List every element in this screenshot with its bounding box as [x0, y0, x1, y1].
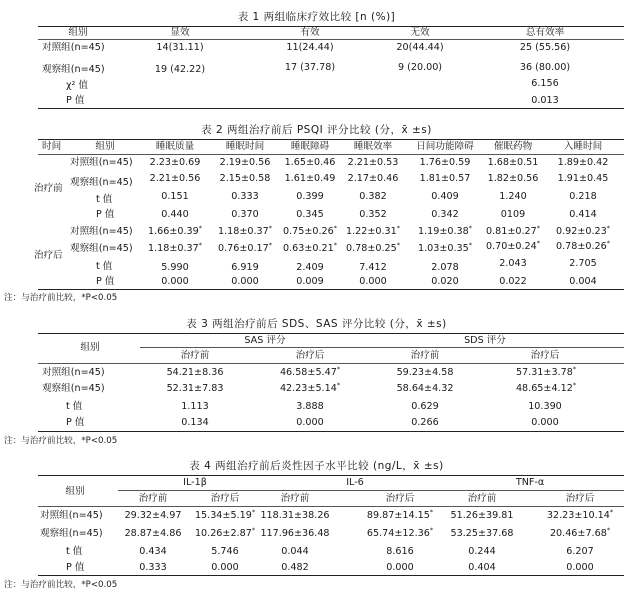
table3-top-rule	[38, 333, 624, 334]
t2-value: 0.92±0.23	[555, 226, 607, 237]
t3-cell: 10.390	[528, 401, 562, 412]
t2-cell: 0.151	[161, 191, 189, 202]
t4-cell: 29.32±4.97	[124, 510, 182, 521]
t2-cell: 0.382	[359, 191, 387, 202]
t2-cell	[140, 243, 210, 255]
t4-header-il6: IL-6	[346, 477, 364, 488]
t2-cell: 0.440	[161, 209, 189, 220]
significance-mark: *	[606, 526, 611, 534]
t3-cell	[262, 383, 358, 395]
significance-mark: *	[251, 526, 256, 534]
t2-cell: 0.004	[569, 276, 597, 287]
t2-cell: 1.61±0.49	[284, 173, 336, 184]
t4-cell: 0.044	[281, 546, 309, 557]
significance-mark: *	[198, 224, 202, 232]
t4-sub-after: 治疗后	[385, 493, 415, 504]
t3-cell: 0.629	[411, 401, 439, 412]
t2-cell: 1.89±0.42	[557, 157, 609, 168]
t3-row-label: t 值	[66, 401, 83, 412]
t3-sub-after: 治疗后	[295, 350, 325, 361]
t3-cell: 0.000	[296, 417, 324, 428]
t2-value: 1.66±0.39	[147, 226, 199, 237]
t2-cell: 0.009	[296, 276, 324, 287]
t1-cell: 19 (42.22)	[154, 64, 206, 75]
table4-head-rule	[38, 506, 624, 507]
t2-header-col: 睡眠效率	[353, 141, 393, 152]
t3-row-label: P 值	[66, 417, 85, 428]
t2-cell: 1.76±0.59	[419, 157, 471, 168]
t4-value: 32.23±10.14	[546, 510, 610, 521]
table3-title: 表 3 两组治疗前后 SDS、SAS 评分比较 (分，x̄ ±s)	[186, 318, 447, 330]
significance-mark: *	[429, 508, 434, 516]
t2-cell: 6.919	[231, 262, 259, 273]
significance-mark: *	[572, 381, 577, 389]
t2-cell	[210, 226, 280, 238]
significance-mark: *	[268, 224, 272, 232]
t2-cell: 0.020	[431, 276, 459, 287]
t2-header-col: 催眠药物	[493, 141, 533, 152]
t2-cell: 0.333	[231, 191, 259, 202]
significance-mark: *	[468, 224, 472, 232]
table3-bottom-rule	[38, 431, 624, 432]
table4-note: 注：与治疗前比较，*P<0.05	[4, 580, 118, 590]
t4-cell: 118.31±38.26	[260, 510, 330, 521]
t3-cell	[262, 367, 358, 379]
t3-cell: 58.64±4.32	[396, 383, 454, 394]
t4-sub-before: 治疗前	[280, 493, 310, 504]
t2-cell: 1.68±0.51	[487, 157, 539, 168]
t1-cell: 11(24.44)	[286, 42, 334, 53]
t2-cell	[210, 243, 280, 255]
t2-cell: 0.370	[231, 209, 259, 220]
t4-cell: 8.616	[386, 546, 414, 557]
t2-header-group: 组别	[95, 141, 115, 152]
t1-header-ineffective: 无效	[410, 27, 430, 38]
significance-mark: *	[572, 365, 577, 373]
t1-header-marked: 显效	[170, 27, 190, 38]
t2-row-label: 观察组(n=45)	[70, 243, 133, 254]
t1-cell: 6.156	[531, 78, 559, 89]
t2-cell: 0.399	[296, 191, 324, 202]
t3-cell: 0.000	[531, 417, 559, 428]
significance-mark: *	[333, 224, 337, 232]
t3-cell	[498, 383, 594, 395]
table1-title: 表 1 两组临床疗效比较 [n (%)]	[237, 11, 396, 23]
t2-cell: 1.82±0.56	[487, 173, 539, 184]
significance-mark: *	[251, 508, 256, 516]
t2-cell	[478, 241, 548, 253]
table4-bottom-rule	[38, 575, 624, 576]
t2-cell: 0.342	[431, 209, 459, 220]
t4-sub-before: 治疗前	[467, 493, 497, 504]
significance-mark: *	[606, 239, 610, 247]
t1-cell: 0.013	[531, 95, 559, 106]
table1-head-rule	[38, 39, 624, 40]
t1-header-effective: 有效	[300, 27, 320, 38]
t2-cell	[140, 226, 210, 238]
t2-cell: 0.409	[431, 191, 459, 202]
t4-cell: 0.434	[139, 546, 167, 557]
t3-sub-before: 治疗前	[410, 350, 440, 361]
significance-mark: *	[429, 526, 434, 534]
t2-header-col: 睡眠质量	[155, 141, 195, 152]
significance-mark: *	[268, 241, 272, 249]
table4-top-rule	[38, 475, 624, 476]
table4-title: 表 4 两组治疗前后炎性因子水平比较 (ng/L，x̄ ±s)	[189, 460, 444, 472]
t2-cell: 0.000	[231, 276, 259, 287]
t4-cell	[352, 528, 448, 540]
t4-cell: 53.25±37.68	[450, 528, 514, 539]
t4-cell: 0.333	[139, 562, 167, 573]
t4-cell: 51.26±39.81	[450, 510, 514, 521]
t2-value: 0.75±0.26	[282, 226, 334, 237]
t2-value: 0.78±0.26	[555, 241, 607, 252]
t4-cell	[352, 510, 448, 522]
t2-cell: 2.17±0.46	[347, 173, 399, 184]
table2-bottom-rule	[38, 289, 624, 290]
table4-sub-rule	[118, 490, 624, 491]
t2-header-col: 入睡时间	[563, 141, 603, 152]
t3-row-label: 观察组(n=45)	[42, 383, 105, 394]
t4-row-label: P 值	[66, 562, 85, 573]
t4-header-group: 组别	[65, 486, 85, 497]
t4-cell	[530, 528, 630, 540]
t2-cell: 0.352	[359, 209, 387, 220]
t2-cell: 1.65±0.46	[284, 157, 336, 168]
t1-header-group: 组别	[68, 27, 88, 38]
t4-row-label: 观察组(n=45)	[40, 528, 103, 539]
significance-mark: *	[198, 241, 202, 249]
t2-value: 1.18±0.37	[147, 243, 199, 254]
t3-cell: 3.888	[296, 401, 324, 412]
significance-mark: *	[333, 241, 337, 249]
t2-cell	[403, 226, 487, 238]
t4-value: 65.74±12.36	[366, 528, 430, 539]
t2-cell: 1.91±0.45	[557, 173, 609, 184]
t3-cell: 0.134	[181, 417, 209, 428]
t4-row-label: 对照组(n=45)	[40, 510, 103, 521]
t3-row-label: 对照组(n=45)	[42, 367, 105, 378]
t2-cell: 0.000	[359, 276, 387, 287]
t4-cell: 0.404	[468, 562, 496, 573]
t2-row-label: t 值	[96, 261, 113, 272]
t4-sub-after: 治疗后	[565, 493, 595, 504]
t1-cell: 9 (20.00)	[397, 62, 443, 73]
t4-sub-after: 治疗后	[210, 493, 240, 504]
t4-header-il1: IL-1β	[183, 477, 207, 488]
t2-row-label: P 值	[96, 209, 115, 220]
t2-cell	[338, 226, 408, 238]
t2-value: 0.63±0.21	[282, 243, 334, 254]
t2-row-label: 观察组(n=45)	[70, 177, 133, 188]
t4-cell: 5.746	[211, 546, 239, 557]
significance-mark: *	[336, 381, 341, 389]
t1-header-total: 总有效率	[525, 27, 565, 38]
table3-head-rule	[38, 363, 624, 364]
t3-cell: 1.113	[181, 401, 209, 412]
t4-cell: 0.000	[211, 562, 239, 573]
t1-row-label: P 值	[66, 95, 85, 106]
t4-cell: 0.000	[386, 562, 414, 573]
t4-header-tnf: TNF-α	[515, 477, 545, 488]
t3-value: 42.23±5.14	[279, 383, 337, 394]
t3-header-sas: SAS 评分	[244, 335, 286, 346]
t2-cell: 2.705	[569, 258, 597, 269]
t2-row-label: 对照组(n=45)	[70, 157, 133, 168]
table3-note: 注：与治疗前比较，*P<0.05	[4, 436, 118, 446]
t2-cell: 2.15±0.58	[219, 173, 271, 184]
t4-cell	[530, 510, 630, 522]
t2-cell: 0.022	[499, 276, 527, 287]
t3-cell: 52.31±7.83	[166, 383, 224, 394]
t3-value: 57.31±3.78	[515, 367, 573, 378]
t2-value: 0.78±0.25	[345, 243, 397, 254]
t2-cell	[275, 243, 345, 255]
t2-cell: 7.412	[359, 262, 387, 273]
t2-cell: 5.990	[161, 262, 189, 273]
t4-cell: 28.87±4.86	[124, 528, 182, 539]
t2-value: 0.76±0.17	[217, 243, 269, 254]
t2-cell: 1.81±0.57	[419, 173, 471, 184]
t2-period-before: 治疗前	[34, 183, 63, 194]
t2-cell: 0.414	[569, 209, 597, 220]
t4-sub-before: 治疗前	[138, 493, 168, 504]
t2-row-label: 对照组(n=45)	[70, 226, 133, 237]
t4-cell: 0.482	[281, 562, 309, 573]
t3-cell: 0.266	[411, 417, 439, 428]
t2-cell: 2.21±0.56	[149, 173, 201, 184]
t4-cell: 6.207	[566, 546, 594, 557]
t3-value: 48.65±4.12	[515, 383, 573, 394]
significance-mark: *	[396, 224, 400, 232]
t2-cell	[403, 243, 487, 255]
t2-row-label: P 值	[96, 276, 115, 287]
t4-value: 20.46±7.68	[549, 528, 607, 539]
t2-row-label: t 值	[96, 194, 113, 205]
t2-value: 1.19±0.38	[417, 226, 469, 237]
t3-sub-after: 治疗后	[530, 350, 560, 361]
t2-cell	[548, 226, 618, 238]
t2-cell: 0.345	[296, 209, 324, 220]
t1-cell: 14(31.11)	[156, 42, 204, 53]
t2-header-col: 睡眠障碍	[290, 141, 330, 152]
t2-header-col: 日间功能障碍	[416, 141, 474, 152]
t3-header-group: 组别	[80, 342, 100, 353]
t2-cell	[548, 241, 618, 253]
t4-cell: 0.244	[468, 546, 496, 557]
t1-row-label: 观察组(n=45)	[42, 64, 105, 75]
table2-head-rule	[38, 154, 624, 155]
t2-cell: 2.19±0.56	[219, 157, 271, 168]
t2-cell: 2.078	[431, 262, 459, 273]
t4-value: 89.87±14.15	[366, 510, 430, 521]
t1-row-label: χ² 值	[66, 80, 89, 91]
table2-title: 表 2 两组治疗前后 PSQI 评分比较 (分，x̄ ±s)	[201, 124, 432, 136]
t4-cell: 117.96±36.48	[260, 528, 330, 539]
t2-period-after: 治疗后	[34, 250, 63, 261]
t2-cell: 0.218	[569, 191, 597, 202]
significance-mark: *	[468, 241, 472, 249]
t4-row-label: t 值	[66, 546, 83, 557]
t3-cell: 59.23±4.58	[396, 367, 454, 378]
t1-cell: 20(44.44)	[396, 42, 444, 53]
t4-value: 15.34±5.19	[194, 510, 252, 521]
t3-value: 46.58±5.47	[279, 367, 337, 378]
t2-header-col: 睡眠时间	[225, 141, 265, 152]
significance-mark: *	[536, 224, 540, 232]
t4-value: 10.26±2.87	[194, 528, 252, 539]
t2-cell	[338, 243, 408, 255]
significance-mark: *	[396, 241, 400, 249]
t2-value: 0.70±0.24	[485, 241, 537, 252]
t3-cell	[498, 367, 594, 379]
t2-cell: 2.043	[499, 258, 527, 269]
t3-sub-before: 治疗前	[180, 350, 210, 361]
table1-bottom-rule	[38, 108, 624, 109]
t2-header-time: 时间	[42, 141, 62, 152]
significance-mark: *	[336, 365, 341, 373]
t4-cell: 0.000	[566, 562, 594, 573]
t3-header-sds: SDS 评分	[464, 335, 506, 346]
t2-cell: 2.23±0.69	[149, 157, 201, 168]
table2-note: 注：与治疗前比较，*P<0.05	[4, 293, 118, 303]
t2-cell: 1.240	[499, 191, 527, 202]
t2-value: 0.81±0.27	[485, 226, 537, 237]
t1-cell: 17 (37.78)	[284, 62, 336, 73]
t2-cell	[478, 226, 548, 238]
t2-value: 1.22±0.31	[345, 226, 397, 237]
t2-cell	[275, 226, 345, 238]
t1-row-label: 对照组(n=45)	[42, 42, 105, 53]
t1-cell: 25 (55.56)	[519, 42, 571, 53]
table3-sub-rule	[140, 347, 624, 348]
t2-cell: 2.21±0.53	[347, 157, 399, 168]
t1-cell: 36 (80.00)	[519, 62, 571, 73]
t2-value: 1.18±0.37	[217, 226, 269, 237]
t2-cell: 0109	[500, 209, 526, 220]
t2-cell: 0.000	[161, 276, 189, 287]
table2-top-rule	[38, 139, 624, 140]
t2-cell: 2.409	[296, 262, 324, 273]
significance-mark: *	[606, 224, 610, 232]
significance-mark: *	[609, 508, 614, 516]
significance-mark: *	[536, 239, 540, 247]
t3-cell: 54.21±8.36	[166, 367, 224, 378]
t2-value: 1.03±0.35	[417, 243, 469, 254]
